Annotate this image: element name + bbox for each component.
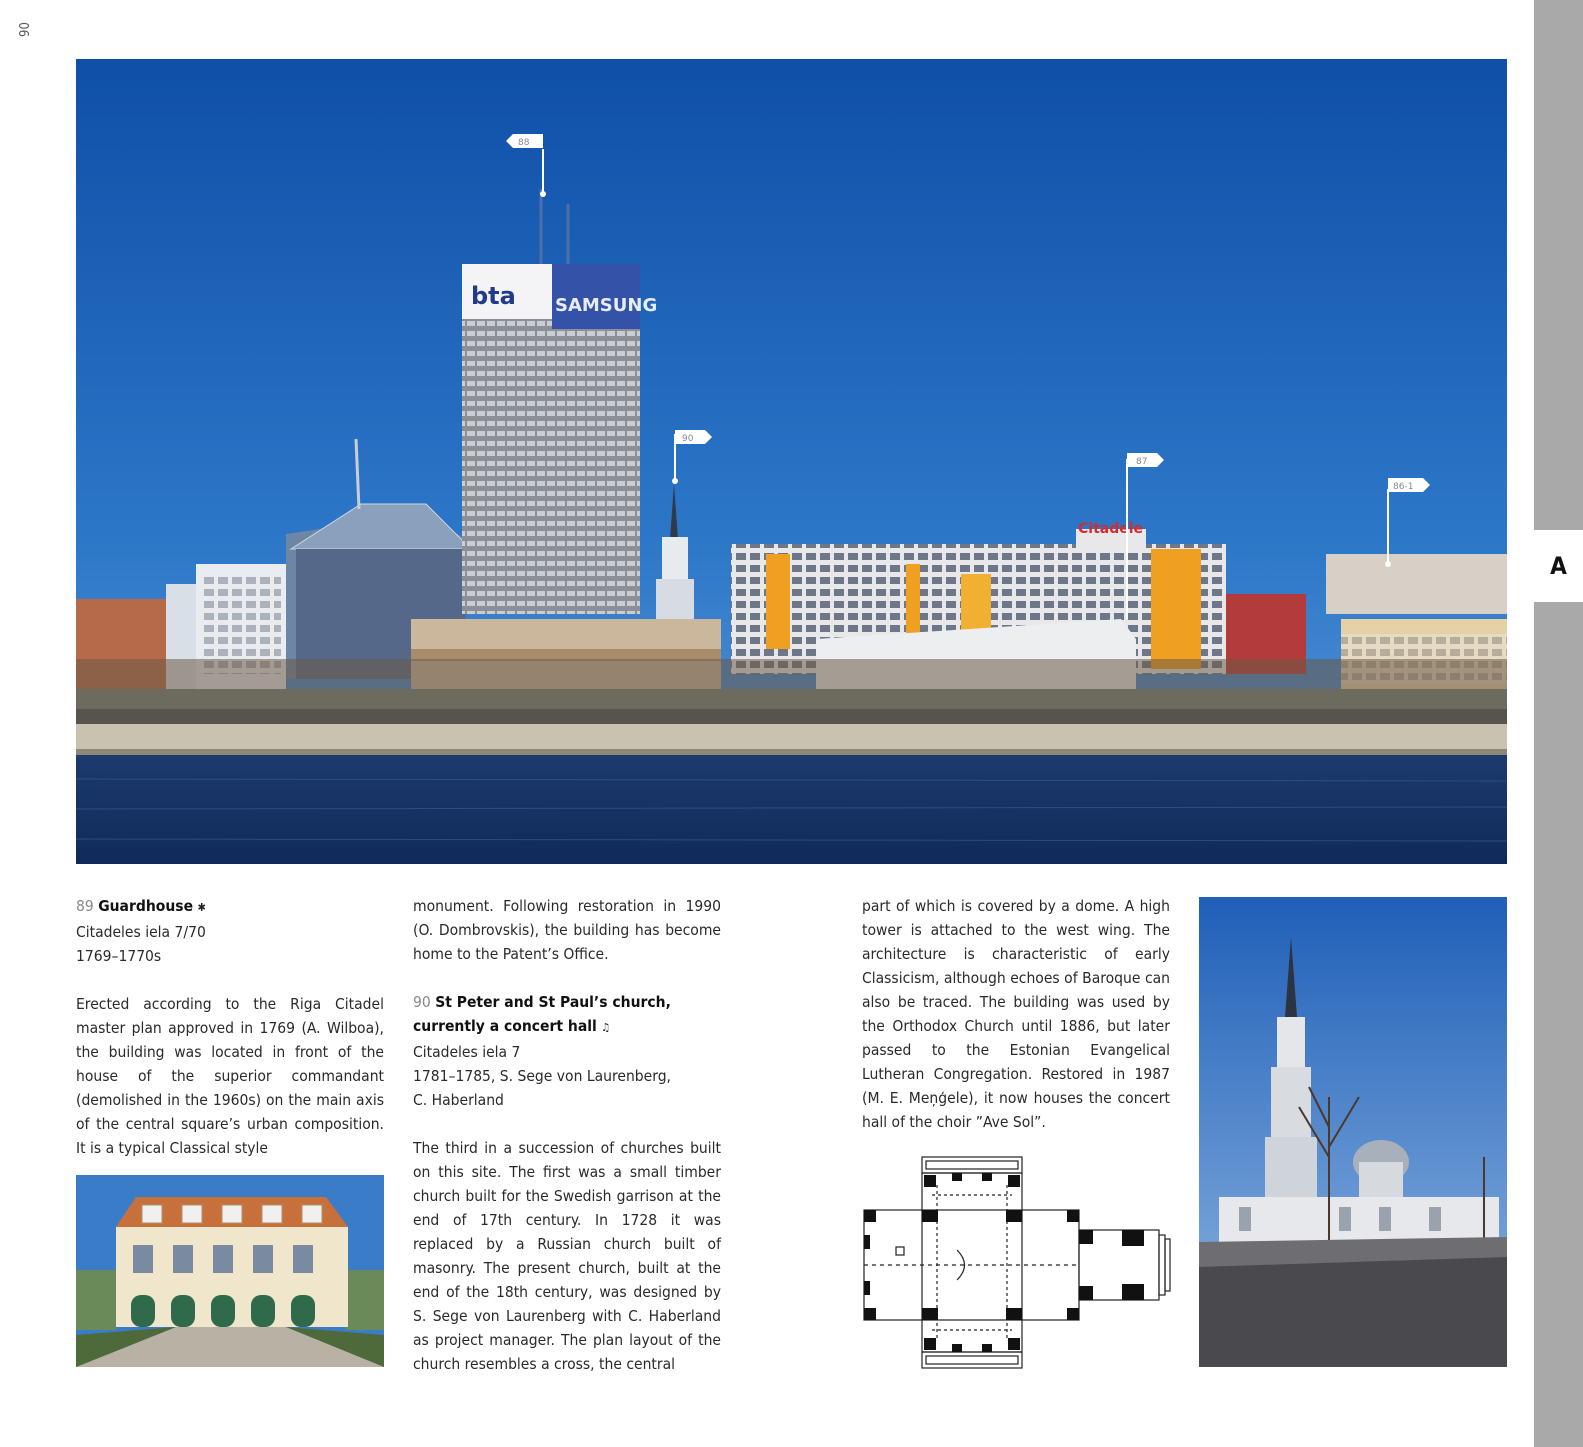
entry-89-heading (76, 894, 384, 920)
svg-text:86-1: 86-1 (1393, 482, 1414, 492)
guardhouse-illustration (76, 1175, 384, 1367)
section-tab[interactable]: A (1534, 530, 1583, 602)
column-1 (76, 894, 384, 1160)
entry-90-architects-2: C. Haberland (413, 1091, 504, 1109)
page-number-left: 90 (17, 22, 33, 37)
floor-plan-drawing (862, 1155, 1172, 1370)
church-photo (1199, 897, 1507, 1367)
bta-sign: bta (471, 282, 516, 310)
entry-89-text-continued: monument. Following restoration in 1990 (O. Dombrovskis), the building has become home to the Patent’s Office. (413, 897, 721, 963)
column-2 (413, 894, 721, 1376)
entry-89-text: Erected according to the Riga Citadel master plan approved in 1769 (A. Wilboa), the building was located in front of the house of the superior commandant (demolished in the 1960s) on the main axis of the central square’s urban composition. It is a typical Classical style (76, 995, 384, 1157)
svg-text:88: 88 (518, 138, 530, 148)
skyline-photo (76, 59, 1507, 864)
skyline-illustration (76, 59, 1507, 864)
entry-90-heading (413, 990, 721, 1014)
entry-90-address: Citadeles iela 7 (413, 1043, 521, 1061)
svg-text:87: 87 (1136, 457, 1148, 467)
side-strip (1534, 0, 1583, 1447)
entry-90-title-line1: St Peter and St Paul’s church, (435, 993, 671, 1011)
star-bullet-icon: ✱ (197, 901, 206, 914)
entry-89-title: Guardhouse (98, 897, 194, 915)
entry-89-number: 89 (76, 897, 94, 915)
church-illustration (1199, 897, 1507, 1367)
entry-89-address: Citadeles iela 7/70 (76, 923, 206, 941)
entry-89-date: 1769–1770s (76, 947, 162, 965)
guardhouse-photo (76, 1175, 384, 1367)
entry-90-date-architects: 1781–1785, S. Sege von Laurenberg, (413, 1067, 671, 1085)
citadele-sign: Citadele (1078, 521, 1144, 537)
column-3 (862, 894, 1170, 1134)
svg-text:90: 90 (682, 434, 694, 444)
entry-90-title-line2: currently a concert hall (413, 1017, 597, 1035)
samsung-sign: SAMSUNG (555, 295, 658, 316)
entry-90-text: The third in a succession of churches built on this site. The first was a small timber church built for the Swedish garrison at the end of 17th century. In 1728 it was replaced by a Russian church built of masonry. The present church, built at the end of the 18th century, was designed by S. Sege von Laurenberg with C. Haberland as project manager. The plan layout of the church resembles a cross, the central (413, 1139, 721, 1373)
music-note-icon: ♫ (601, 1021, 611, 1034)
entry-90-text-continued: part of which is covered by a dome. A high tower is attached to the west wing. The architecture is characteristic of early Classicism, although echoes of Baroque can also be traced. The building was used by the Orthodox Church until 1886, but later passed to the Estonian Evangelical Lutheran Congregation. Restored in 1987 (M. E. Meņģele), it now houses the concert hall of the choir ”Ave Sol”. (862, 897, 1170, 1131)
entry-90-number: 90 (413, 993, 431, 1011)
church-floor-plan (862, 1155, 1172, 1370)
entry-90-heading-line2 (413, 1014, 721, 1040)
